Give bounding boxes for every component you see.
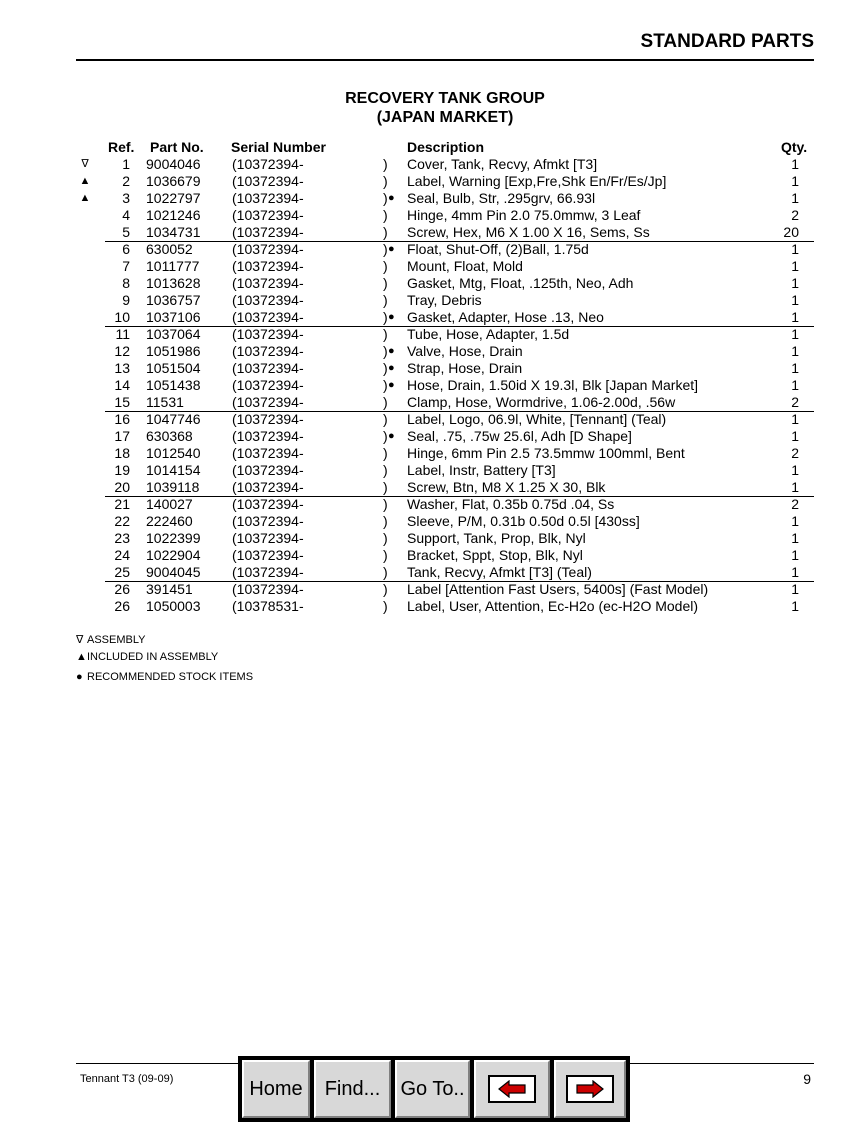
row-ref: 8	[122, 275, 130, 291]
row-part-no: 630368	[146, 428, 193, 444]
table-row	[0, 258, 866, 275]
row-ref: 9	[122, 292, 130, 308]
row-part-no: 1036679	[146, 173, 201, 189]
row-serial: (10372394-	[232, 394, 304, 410]
row-description: Bracket, Sppt, Stop, Blk, Nyl	[407, 547, 583, 563]
table-row	[0, 292, 866, 309]
row-ref: 1	[122, 156, 130, 172]
row-qty: 1	[791, 258, 799, 274]
row-ref: 10	[114, 309, 130, 325]
left-arrow-icon	[488, 1075, 536, 1103]
included-icon: ▲	[76, 651, 87, 663]
row-serial: (10372394-	[232, 258, 304, 274]
row-ref: 5	[122, 224, 130, 240]
row-qty: 1	[791, 513, 799, 529]
row-paren: )	[383, 411, 388, 427]
table-row	[0, 598, 866, 615]
row-qty: 1	[791, 581, 799, 597]
row-paren: )	[383, 547, 388, 563]
table-row	[0, 241, 866, 258]
row-qty: 1	[791, 275, 799, 291]
table-row	[0, 343, 866, 360]
row-description: Support, Tank, Prop, Blk, Nyl	[407, 530, 586, 546]
row-part-no: 1022797	[146, 190, 201, 206]
legend-stock-label: RECOMMENDED STOCK ITEMS	[87, 671, 254, 683]
right-arrow-icon	[566, 1075, 614, 1103]
row-serial: (10372394-	[232, 411, 304, 427]
row-description: Hinge, 4mm Pin 2.0 75.0mmw, 3 Leaf	[407, 207, 641, 223]
row-ref: 12	[114, 343, 130, 359]
group-subtitle: (JAPAN MARKET)	[376, 109, 514, 126]
nav-bar	[238, 1056, 630, 1122]
row-paren: )	[383, 190, 388, 206]
row-part-no: 1036757	[146, 292, 201, 308]
row-qty: 1	[791, 564, 799, 580]
row-ref: 26	[114, 581, 130, 597]
row-stock-mark: ●	[388, 362, 395, 374]
row-description: Hose, Drain, 1.50id X 19.3l, Blk [Japan Market]	[407, 377, 699, 393]
row-part-no: 9004046	[146, 156, 201, 172]
row-ref: 26	[114, 598, 130, 614]
row-ref: 3	[122, 190, 130, 206]
row-serial: (10372394-	[232, 377, 304, 393]
row-ref: 24	[114, 547, 130, 563]
row-paren: )	[383, 156, 388, 172]
row-serial: (10372394-	[232, 530, 304, 546]
row-paren: )	[383, 343, 388, 359]
table-row	[0, 428, 866, 445]
row-ref: 19	[114, 462, 130, 478]
table-row	[0, 479, 866, 496]
row-part-no: 1022904	[146, 547, 201, 563]
table-row	[0, 496, 866, 513]
row-serial: (10372394-	[232, 462, 304, 478]
row-description: Seal, Bulb, Str, .295grv, 66.93l	[407, 190, 596, 206]
row-serial: (10372394-	[232, 428, 304, 444]
row-ref: 2	[122, 173, 130, 189]
table-row	[0, 309, 866, 326]
table-header	[0, 139, 866, 155]
header-rule	[76, 59, 814, 61]
row-qty: 1	[791, 377, 799, 393]
row-serial: (10372394-	[232, 241, 304, 257]
row-serial: (10372394-	[232, 309, 304, 325]
row-description: Gasket, Adapter, Hose .13, Neo	[407, 309, 604, 325]
col-serial: Serial Number	[231, 139, 326, 155]
row-part-no: 1037064	[146, 326, 201, 342]
row-qty: 1	[791, 479, 799, 495]
row-serial: (10372394-	[232, 207, 304, 223]
row-paren: )	[383, 173, 388, 189]
row-paren: )	[383, 326, 388, 342]
row-part-no: 1012540	[146, 445, 201, 461]
row-part-no: 1034731	[146, 224, 201, 240]
row-ref: 4	[122, 207, 130, 223]
row-ref: 11	[115, 326, 130, 342]
col-description: Description	[407, 139, 485, 155]
row-paren: )	[383, 564, 388, 580]
row-qty: 1	[791, 462, 799, 478]
row-ref: 21	[114, 496, 130, 512]
table-row	[0, 224, 866, 241]
legend-stock	[76, 671, 253, 683]
row-qty: 1	[791, 360, 799, 376]
row-paren: )	[383, 275, 388, 291]
row-part-no: 1021246	[146, 207, 201, 223]
goto-button[interactable]: Go To..	[395, 1060, 470, 1118]
row-description: Label, Logo, 06.9l, White, [Tennant] (Teal)	[407, 411, 667, 427]
row-qty: 1	[791, 428, 799, 444]
row-qty: 1	[791, 190, 799, 206]
row-qty: 1	[791, 530, 799, 546]
row-paren: )	[383, 207, 388, 223]
row-stock-mark: ●	[388, 345, 395, 357]
row-qty: 1	[791, 547, 799, 563]
stock-icon: ●	[76, 671, 83, 683]
row-description: Label, Warning [Exp,Fre,Shk En/Fr/Es/Jp]	[407, 173, 667, 189]
row-qty: 1	[791, 156, 799, 172]
row-part-no: 222460	[146, 513, 193, 529]
row-ref: 18	[114, 445, 130, 461]
row-description: Label, Instr, Battery [T3]	[407, 462, 556, 478]
row-qty: 1	[791, 343, 799, 359]
row-qty: 1	[791, 173, 799, 189]
table-row	[0, 326, 866, 343]
row-serial: (10372394-	[232, 581, 304, 597]
row-description: Cover, Tank, Recvy, Afmkt [T3]	[407, 156, 598, 172]
row-qty: 1	[791, 309, 799, 325]
row-description: Sleeve, P/M, 0.31b 0.50d 0.5l [430ss]	[407, 513, 640, 529]
row-part-no: 391451	[146, 581, 193, 597]
table-row	[0, 377, 866, 394]
legend-assembly-label: ASSEMBLY	[87, 634, 146, 646]
row-paren: )	[383, 258, 388, 274]
table-row	[0, 547, 866, 564]
row-serial: (10378531-	[232, 598, 304, 614]
legend-included	[76, 651, 218, 663]
row-qty: 2	[791, 445, 799, 461]
row-serial: (10372394-	[232, 513, 304, 529]
footer-doc-id: Tennant T3 (09-09)	[80, 1073, 174, 1085]
row-description: Seal, .75, .75w 25.6l, Adh [D Shape]	[407, 428, 632, 444]
table-row	[0, 411, 866, 428]
group-title: RECOVERY TANK GROUP	[345, 90, 545, 107]
row-part-no: 630052	[146, 241, 193, 257]
row-part-no: 1047746	[146, 411, 201, 427]
row-qty: 1	[791, 598, 799, 614]
row-qty: 1	[791, 241, 799, 257]
row-description: Label [Attention Fast Users, 5400s] (Fast Model)	[407, 581, 709, 597]
row-part-no: 1051986	[146, 343, 201, 359]
row-paren: )	[383, 530, 388, 546]
legend-assembly	[76, 633, 146, 646]
row-qty: 2	[791, 207, 799, 223]
find-button[interactable]: Find...	[314, 1060, 391, 1118]
table-row	[0, 564, 866, 581]
row-part-no: 1050003	[146, 598, 201, 614]
row-paren: )	[383, 479, 388, 495]
row-description: Tank, Recvy, Afmkt [T3] (Teal)	[407, 564, 592, 580]
row-part-no: 1014154	[146, 462, 201, 478]
row-serial: (10372394-	[232, 275, 304, 291]
row-part-no: 1037106	[146, 309, 201, 325]
row-description: Hinge, 6mm Pin 2.5 73.5mmw 100mml, Bent	[407, 445, 685, 461]
row-description: Screw, Hex, M6 X 1.00 X 16, Sems, Ss	[407, 224, 650, 240]
row-ref: 14	[114, 377, 130, 393]
row-description: Gasket, Mtg, Float, .125th, Neo, Adh	[407, 275, 634, 291]
row-serial: (10372394-	[232, 224, 304, 240]
row-ref: 13	[114, 360, 130, 376]
legend-included-label: INCLUDED IN ASSEMBLY	[87, 651, 219, 663]
parts-table	[0, 156, 866, 615]
row-ref: 20	[114, 479, 130, 495]
row-paren: )	[383, 360, 388, 376]
row-description: Mount, Float, Mold	[407, 258, 523, 274]
row-serial: (10372394-	[232, 190, 304, 206]
row-ref: 16	[114, 411, 130, 427]
row-paren: )	[383, 496, 388, 512]
row-description: Label, User, Attention, Ec-H2o (ec-H2O Model)	[407, 598, 699, 614]
row-stock-mark: ●	[388, 311, 395, 323]
assembly-icon: ∇	[76, 634, 84, 646]
row-serial: (10372394-	[232, 292, 304, 308]
row-mark: ▲	[79, 175, 91, 187]
row-paren: )	[383, 394, 388, 410]
row-ref: 22	[114, 513, 130, 529]
row-description: Washer, Flat, 0.35b 0.75d .04, Ss	[407, 496, 615, 512]
row-part-no: 1051504	[146, 360, 201, 376]
row-paren: )	[383, 462, 388, 478]
row-part-no: 9004045	[146, 564, 201, 580]
row-qty: 2	[791, 394, 799, 410]
col-qty: Qty.	[781, 139, 808, 155]
home-button[interactable]: Home	[242, 1060, 310, 1118]
row-mark: ▲	[79, 192, 91, 204]
row-serial: (10372394-	[232, 173, 304, 189]
row-serial: (10372394-	[232, 479, 304, 495]
row-description: Screw, Btn, M8 X 1.25 X 30, Blk	[407, 479, 606, 495]
row-qty: 2	[791, 496, 799, 512]
table-row	[0, 156, 866, 173]
row-paren: )	[383, 292, 388, 308]
page-header-title: STANDARD PARTS	[640, 31, 814, 52]
row-paren: )	[383, 445, 388, 461]
row-paren: )	[383, 241, 388, 257]
row-serial: (10372394-	[232, 547, 304, 563]
row-paren: )	[383, 224, 388, 240]
row-part-no: 1022399	[146, 530, 201, 546]
row-qty: 20	[783, 224, 799, 240]
col-part-no: Part No.	[150, 139, 204, 155]
row-stock-mark: ●	[388, 379, 395, 391]
row-serial: (10372394-	[232, 156, 304, 172]
prev-page-button[interactable]	[474, 1060, 550, 1118]
table-row	[0, 207, 866, 224]
col-ref: Ref.	[108, 139, 135, 155]
table-row	[0, 462, 866, 479]
row-stock-mark: ●	[388, 430, 395, 442]
row-ref: 25	[114, 564, 130, 580]
row-stock-mark: ●	[388, 192, 395, 204]
row-mark: ∇	[81, 158, 89, 170]
row-part-no: 140027	[146, 496, 193, 512]
row-description: Strap, Hose, Drain	[407, 360, 523, 376]
table-row	[0, 530, 866, 547]
row-qty: 1	[791, 292, 799, 308]
row-part-no: 1011777	[146, 258, 200, 274]
row-serial: (10372394-	[232, 445, 304, 461]
row-ref: 17	[114, 428, 130, 444]
table-row	[0, 275, 866, 292]
row-stock-mark: ●	[388, 243, 395, 255]
row-description: Tube, Hose, Adapter, 1.5d	[407, 326, 570, 342]
row-serial: (10372394-	[232, 343, 304, 359]
table-row	[0, 581, 866, 598]
table-row	[0, 190, 866, 207]
row-part-no: 1013628	[146, 275, 201, 291]
row-serial: (10372394-	[232, 564, 304, 580]
row-paren: )	[383, 309, 388, 325]
row-serial: (10372394-	[232, 360, 304, 376]
row-part-no: 1039118	[146, 479, 200, 495]
row-description: Tray, Debris	[407, 292, 482, 308]
row-part-no: 11531	[146, 394, 184, 410]
table-row	[0, 513, 866, 530]
row-serial: (10372394-	[232, 326, 304, 342]
row-description: Float, Shut-Off, (2)Ball, 1.75d	[407, 241, 589, 257]
page-number: 9	[803, 1071, 811, 1087]
row-ref: 6	[122, 241, 130, 257]
table-row	[0, 173, 866, 190]
row-paren: )	[383, 513, 388, 529]
row-paren: )	[383, 428, 388, 444]
row-paren: )	[383, 581, 388, 597]
row-qty: 1	[791, 411, 799, 427]
row-serial: (10372394-	[232, 496, 304, 512]
table-row	[0, 445, 866, 462]
row-paren: )	[383, 377, 388, 393]
next-page-button[interactable]	[554, 1060, 626, 1118]
row-qty: 1	[791, 326, 799, 342]
row-description: Valve, Hose, Drain	[407, 343, 523, 359]
row-description: Clamp, Hose, Wormdrive, 1.06-2.00d, .56w	[407, 394, 676, 410]
row-ref: 23	[114, 530, 130, 546]
row-paren: )	[383, 598, 388, 614]
table-row	[0, 360, 866, 377]
row-part-no: 1051438	[146, 377, 201, 393]
row-ref: 7	[122, 258, 130, 274]
row-ref: 15	[114, 394, 130, 410]
table-row	[0, 394, 866, 411]
